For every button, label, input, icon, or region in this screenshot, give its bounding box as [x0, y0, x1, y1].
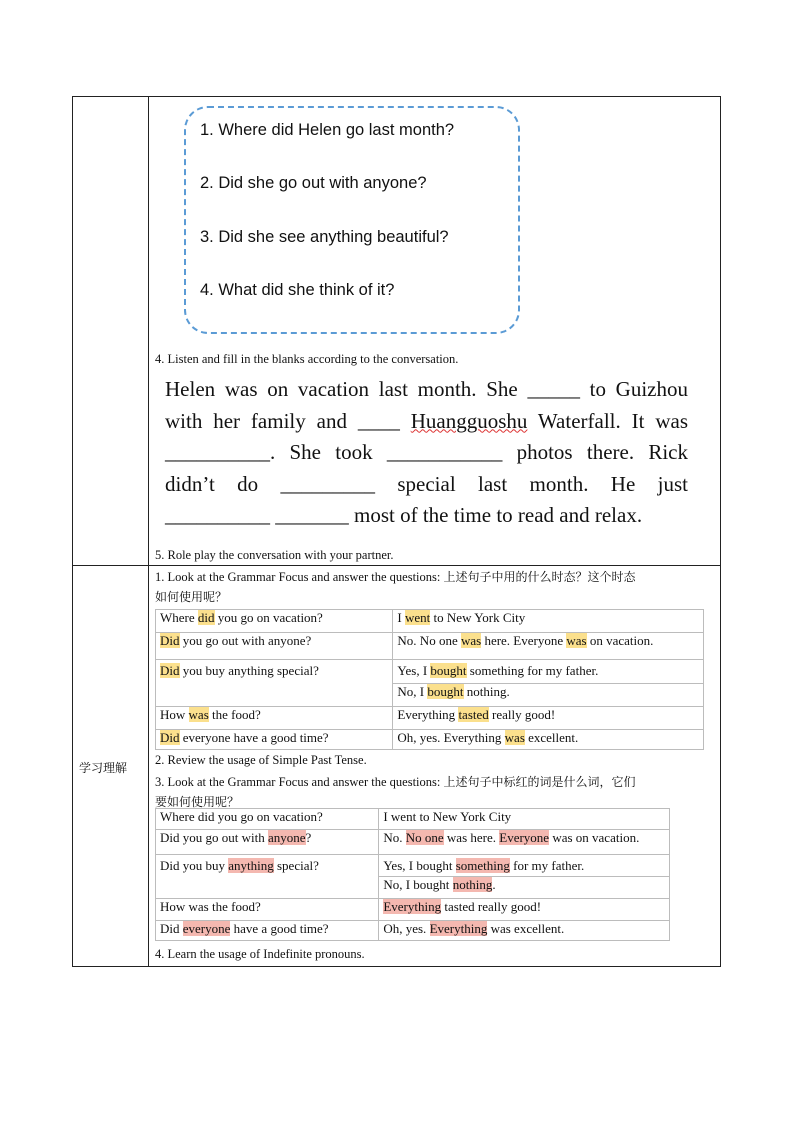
passage-line-4: didn’t do _________ special last month. He just — [165, 471, 688, 496]
passage-line-1: Helen was on vacation last month. She _____ to Guizhou — [165, 377, 688, 401]
section-3-prompt: 3. Look at the Grammar Focus and answer the questions: 上述句子中标红的词是什么词，它们 要如何使用呢？ — [155, 775, 636, 809]
grammar-table-tense — [155, 609, 704, 750]
fill-in-passage — [165, 374, 688, 532]
table-row: How was the food? Everything tasted really good! — [156, 707, 704, 730]
question-4: 4. What did she think of it? — [200, 281, 395, 299]
table-row: Did you buy anything special? Yes, I bought something for my father. — [156, 660, 704, 684]
section-2-prompt: 2. Review the usage of Simple Past Tense. — [155, 753, 367, 767]
section-4-prompt: 4. Learn the usage of Indefinite pronouns. — [155, 947, 365, 961]
row-divider — [73, 565, 720, 566]
grammar-table-pronouns — [155, 808, 670, 941]
passage-line-3: __________. She took ___________ photos there. Rick — [165, 440, 688, 464]
question-3: 3. Did she see anything beautiful? — [200, 228, 449, 246]
table-row: Did everyone have a good time? Oh, yes. Everything was excellent. — [156, 921, 670, 941]
table-row: Did you go out with anyone? No. No one was here. Everyone was on vacation. — [156, 633, 704, 660]
task-4-instruction: 4. Listen and fill in the blanks according to the conversation. — [155, 352, 459, 366]
table-row: Did you go out with anyone? No. No one was here. Everyone was on vacation. — [156, 830, 670, 855]
passage-line-5: __________ _______ most of the time to read and relax. — [165, 503, 643, 527]
table-row: Where did you go on vacation? I went to New York City — [156, 809, 670, 830]
table-row: How was the food? Everything tasted really good! — [156, 899, 670, 921]
question-2: 2. Did she go out with anyone? — [200, 174, 427, 192]
table-row: No, I bought nothing. — [156, 877, 670, 899]
table-row: No, I bought nothing. — [156, 684, 704, 707]
passage-line-2: with her family and ____ Huangguoshu Waterfall. It was — [165, 408, 688, 433]
table-row: Where did you go on vacation? I went to New York City — [156, 610, 704, 633]
table-row: Did everyone have a good time? Oh, yes. Everything was excellent. — [156, 730, 704, 750]
question-1: 1. Where did Helen go last month? — [200, 121, 455, 139]
column-divider — [148, 97, 149, 966]
table-row: Did you buy anything special? Yes, I bought something for my father. — [156, 855, 670, 877]
task-5-instruction: 5. Role play the conversation with your partner. — [155, 548, 394, 562]
side-label: 学习理解 — [79, 761, 128, 775]
section-1-prompt: 1. Look at the Grammar Focus and answer the questions: 上述句子中用的什么时态？这个时态 如何使用呢？ — [155, 570, 636, 604]
